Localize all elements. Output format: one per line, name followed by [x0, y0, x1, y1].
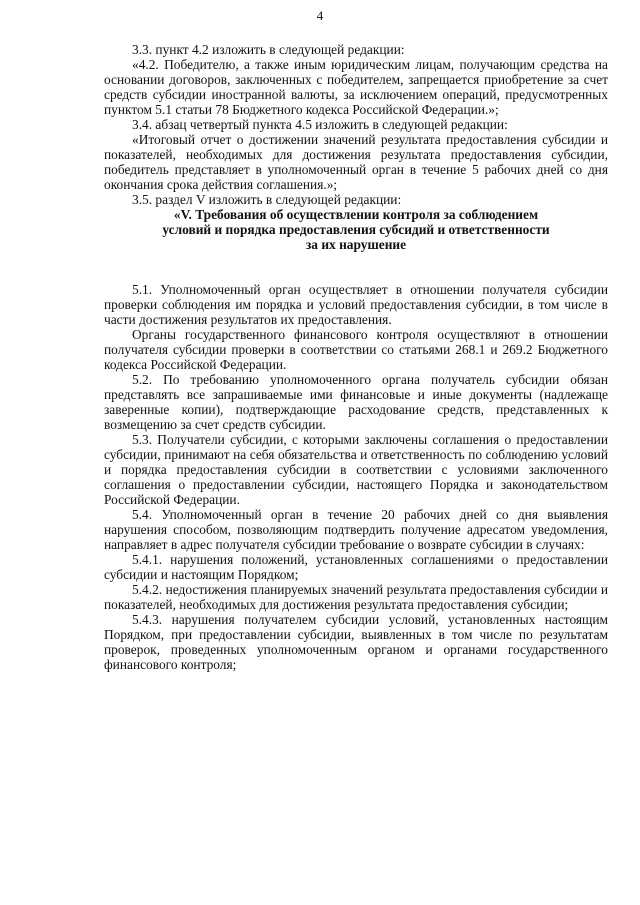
- paragraph-5-2: 5.2. По требованию уполномоченного органа получатель субсидии обязан представлять все запрашиваемые ими финансовые и иные документы (надлежаще заверенные копии), подтверждающие расходование средств, представленных к возмещению за счет средств субсидии.: [104, 372, 608, 432]
- paragraph-4-2-text: «4.2. Победителю, а также иным юридическим лицам, получающим средства на основании договоров, заключенных с победителем, запрещается приобретение за счет средств субсидии иностранной валюты, за исключением операций, предусмотренных пунктом 5.1 статьи 78 Бюджетного кодекса Российской Федерации.»;: [104, 57, 608, 117]
- section-heading-line: «V. Требования об осуществлении контроля за соблюдением: [173, 207, 539, 222]
- paragraph-5-4-2: 5.4.2. недостижения планируемых значений результата предоставления субсидии и показателей, необходимых для достижения результата предоставления субсидии;: [104, 582, 608, 612]
- paragraph-3-5: 3.5. раздел V изложить в следующей редакции:: [132, 192, 402, 207]
- paragraph-5-1: 5.1. Уполномоченный орган осуществляет в отношении получателя субсидии проверки соблюдения им порядка и условий предоставления субсидии, в том числе в части достижения результатов их предоставления.: [104, 282, 608, 327]
- paragraph-5-4: 5.4. Уполномоченный орган в течение 20 рабочих дней со дня выявления нарушения способом, позволяющим подтвердить получение адресатом уведомления, направляет в адрес получателя субсидии требование о возврате субсидии в случаях:: [104, 507, 608, 552]
- section-heading-line: за их нарушение: [305, 237, 407, 252]
- section-heading-line: условий и порядка предоставления субсидий и ответственности: [162, 222, 550, 237]
- paragraph-final-report-text: «Итоговый отчет о достижении значений результата предоставления субсидии и показателей, необходимых для достижения результата предоставления субсидии, победитель представляет в уполномоченный орган в течение 5 рабочих дней со дня окончания срока действия соглашения.»;: [104, 132, 608, 192]
- paragraph-financial-control: Органы государственного финансового контроля осуществляют в отношении получателя субсидии проверки в соответствии со статьями 268.1 и 269.2 Бюджетного кодекса Российской Федерации.: [104, 327, 608, 372]
- paragraph-3-4: 3.4. абзац четвертый пункта 4.5 изложить в следующей редакции:: [132, 117, 508, 132]
- paragraph-3-3: 3.3. пункт 4.2 изложить в следующей редакции:: [132, 42, 405, 57]
- page-number: 4: [316, 8, 324, 23]
- document-body: [104, 42, 608, 672]
- paragraph-5-3: 5.3. Получатели субсидии, с которыми заключены соглашения о предоставлении субсидии, принимают на себя обязательства и ответственность по соблюдению условий и порядка предоставления субсидии в соответствии с условиями заключенного соглашения о предоставлении субсидии, настоящего Порядка и законодательством Российской Федерации.: [104, 432, 608, 507]
- paragraph-5-4-1: 5.4.1. нарушения положений, установленных соглашениями о предоставлении субсидии и настоящим Порядком;: [104, 552, 608, 582]
- paragraph-5-4-3: 5.4.3. нарушения получателем субсидии условий, установленных настоящим Порядком, при предоставлении субсидии, выявленных в том числе по результатам проверок, проведенных уполномоченным органом и органами государственного финансового контроля;: [104, 612, 608, 672]
- section-v-heading: [104, 207, 608, 252]
